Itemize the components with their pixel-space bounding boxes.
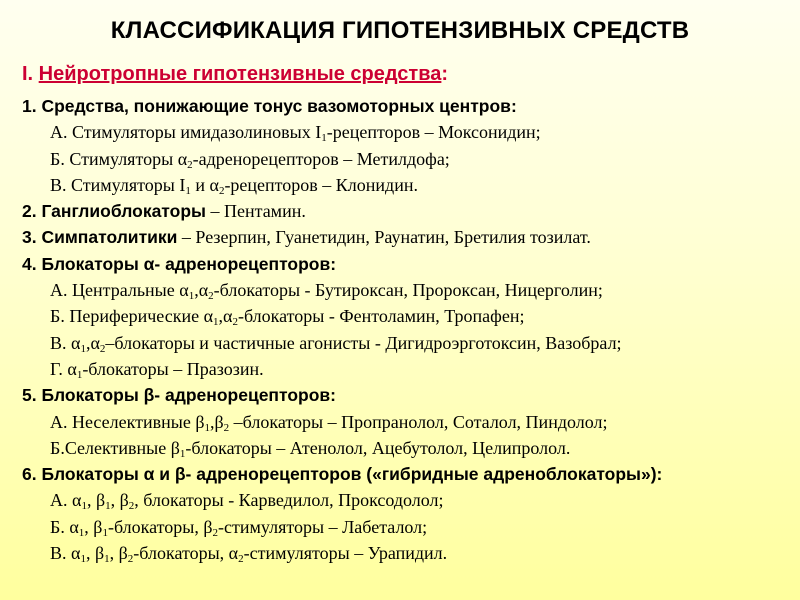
category-line	[22, 251, 792, 277]
subscript: 1	[76, 368, 83, 381]
subitem-text: А. Неселективные β	[50, 411, 205, 432]
subitem-text: -блокаторы – Атенолол, Ацебутолол, Целипролол.	[185, 437, 571, 458]
subitem-text: ,α	[218, 306, 233, 327]
subscript: 1	[321, 132, 327, 145]
category-line	[22, 93, 792, 119]
subitem-text: -блокаторы - Фентоламин, Тропафен;	[237, 306, 525, 327]
category-drugs: – Резерпин, Гуанетидин, Раунатин, Бретилия тозилат.	[177, 227, 591, 248]
subitem-line	[22, 540, 792, 566]
subitem-text: А. α	[50, 490, 82, 511]
category-line	[22, 224, 792, 250]
subscript: 1	[81, 500, 87, 513]
subitem-line	[22, 514, 792, 540]
subitem-text: , β	[109, 543, 128, 564]
subscript: 1	[80, 553, 86, 566]
subscript: 2	[223, 421, 230, 434]
subscript: 1	[104, 553, 110, 566]
subitem-text: , β	[110, 490, 129, 511]
subitem-text: , β	[84, 516, 103, 537]
section-name: Нейротропные гипотензивные средства	[38, 63, 442, 85]
subitem-line	[22, 277, 792, 303]
category-title: 6. Блокаторы α и β- адренорецепторов («гибридные адреноблокаторы»):	[22, 464, 663, 485]
subitem-text: ,α	[85, 332, 100, 353]
subitem-line	[22, 435, 792, 461]
subscript: 1	[179, 447, 186, 460]
subitem-text: -блокаторы, β	[107, 516, 213, 537]
subscript: 2	[218, 184, 225, 197]
subitem-line	[22, 356, 792, 382]
subscript: 2	[127, 553, 134, 566]
subitem-line	[22, 303, 792, 329]
subitem-line	[22, 146, 792, 172]
subitem-text: Б. α	[50, 516, 79, 537]
category-title: 3. Симпатолитики	[22, 227, 178, 248]
category-line	[22, 461, 792, 487]
category-title: 5. Блокаторы β- адренорецепторов:	[22, 385, 337, 406]
classification-list	[22, 93, 792, 566]
section-colon: :	[441, 63, 449, 85]
subscript: 2	[128, 500, 135, 513]
subitem-text: и α	[190, 174, 219, 195]
category-drugs: – Пентамин.	[205, 201, 306, 222]
section-number: I.	[22, 63, 39, 85]
page-title: КЛАССИФИКАЦИЯ ГИПОТЕНЗИВНЫХ СРЕДСТВ	[110, 17, 690, 44]
subitem-text: ,β	[210, 411, 224, 432]
subitem-line	[22, 172, 792, 198]
subitem-text: , β	[86, 490, 106, 511]
category-line	[22, 198, 792, 224]
subitem-text: -стимуляторы – Лабеталол;	[218, 516, 428, 537]
category-title: 4. Блокаторы α- адренорецепторов:	[22, 253, 337, 274]
subscript: 1	[78, 526, 85, 539]
subitem-text: –блокаторы и частичные агонисты - Дигидроэрготоксин, Вазобрал;	[105, 332, 622, 353]
subitem-text: А. Стимуляторы имидазолиновых I	[50, 122, 322, 143]
subscript: 2	[238, 553, 244, 566]
subitem-text: А. Центральные α	[50, 280, 189, 301]
subitem-text: -блокаторы, α	[133, 543, 239, 564]
subitem-line	[22, 330, 792, 356]
subitem-text: В. Стимуляторы I	[50, 174, 186, 195]
subitem-text: Б. Периферические α	[50, 306, 214, 327]
subitem-line	[22, 409, 792, 435]
subitem-text: -блокаторы - Бутироксан, Пророксан, Ницерголин;	[213, 280, 603, 301]
category-title: 2. Ганглиоблокаторы	[22, 201, 206, 222]
subscript: 1	[102, 526, 108, 539]
subitem-text: В. α	[50, 543, 81, 564]
section-heading	[22, 63, 448, 86]
subitem-text: Б. Стимуляторы α	[50, 148, 188, 169]
subitem-line	[22, 487, 792, 513]
subscript: 2	[187, 158, 193, 171]
subitem-text: -рецепторов – Клонидин.	[224, 174, 418, 195]
category-title: 1. Средства, понижающие тонус вазомоторных центров:	[22, 96, 517, 116]
subitem-text: В. α	[50, 332, 81, 353]
subscript: 2	[208, 290, 214, 303]
subscript: 2	[232, 316, 238, 329]
subitem-text: , блокаторы - Карведилол, Проксодолол;	[134, 490, 444, 511]
subitem-text: -адренорецепторов – Метилдофа;	[192, 148, 450, 169]
subitem-text: , β	[85, 543, 105, 564]
subitem-text: Б.Селективные β	[50, 437, 180, 458]
subscript: 2	[212, 526, 219, 539]
subitem-text: -рецепторов – Моксонидин;	[326, 122, 541, 143]
subitem-text: -блокаторы – Празозин.	[82, 358, 264, 379]
subitem-line	[22, 119, 792, 145]
subscript: 1	[185, 184, 191, 197]
subscript: 1	[105, 500, 111, 513]
subitem-text: Г. α	[50, 358, 77, 379]
subitem-text: ,α	[194, 280, 209, 301]
subscript: 1	[213, 316, 219, 329]
subscript: 2	[99, 342, 106, 355]
subscript: 1	[204, 421, 210, 434]
category-line	[22, 382, 792, 408]
subitem-text: -стимуляторы – Урапидил.	[243, 543, 448, 564]
subscript: 1	[188, 290, 195, 303]
subscript: 1	[80, 342, 86, 355]
subitem-text: –блокаторы – Пропранолол, Соталол, Пиндолол;	[229, 411, 608, 432]
